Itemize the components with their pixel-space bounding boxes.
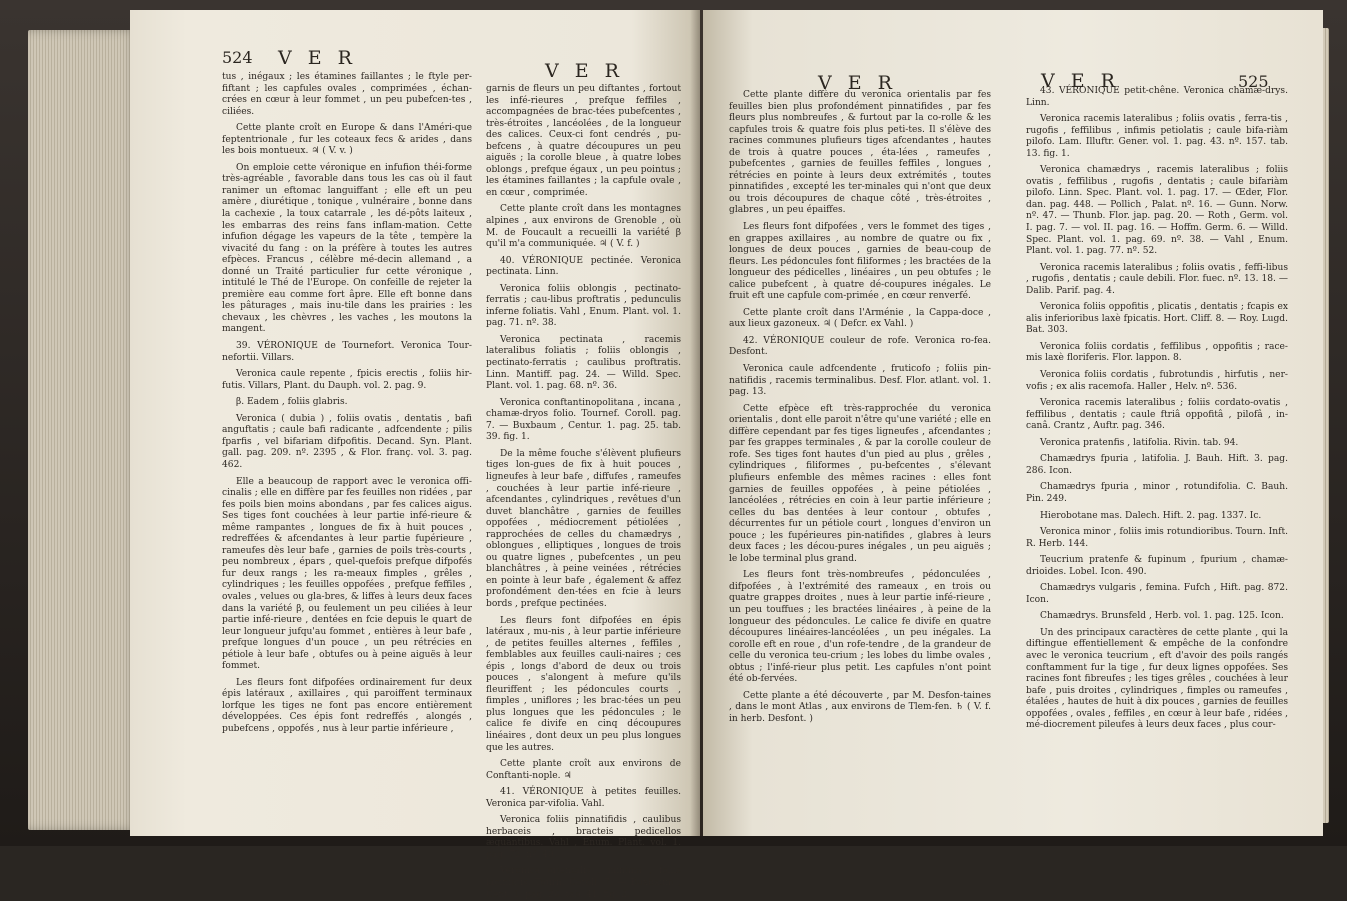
paragraph: Les fleurs font difpofées en épis latéraux , mu-nis , à leur partie inférieure , de petites feuilles alternes , feffiles , femblables aux feuilles cauli-naires ; ces épis , longs d'abord de deux ou trois pouces , s'alongent à mefure qu'ils fleuriffent ; les pédoncules courts , fimples , uniflores ; les brac-tées un peu plus longues que les pédoncules ; le calice fe divife en cinq découpures linéaires , dont deux un peu plus longues que les autres. <box>486 615 681 753</box>
running-header-right-col1: V E R <box>818 72 897 94</box>
paragraph: 43. VÉRONIQUE petit-chêne. Veronica chamæ-drys. Linn. <box>1026 86 1288 108</box>
running-header-left-col2: V E R <box>545 60 624 82</box>
right-page-column-1 <box>729 90 991 725</box>
paragraph: Teucrium pratenfe & fupinum , fpurium , chamæ-drioides. Lobel. Icon. 490. <box>1026 555 1288 577</box>
paragraph: Hierobotane mas. Dalech. Hift. 2. pag. 1337. Ic. <box>1040 510 1262 521</box>
paragraph: Veronica foliis cordatis , fubrotundis , hirfutis , ner-vofis ; ex alis racemofa. Haller , Helv. nº. 536. <box>1026 370 1288 392</box>
page-number-left: 524 <box>222 48 253 67</box>
paragraph: De la même fouche s'élèvent plufieurs tiges lon-gues de fix à huit pouces , ligneufes à leur bafe , diffufes , rameufes , couchées à leur partie infé-rieure , afcendantes , cylindriques , revêtues d'un duvet blanchâtre , garnies de feuilles oppofées , médiocrement pétiolées , rapprochées de celles du chamædrys , oblongues , elliptiques , longues de trois ou quatre lignes , pubefcentes , un peu blanchâtres , à peine veinées , rétrécies en pointe à leur bafe , également & affez profondément den-tées en fcie à leurs bords , prefque pectinées. <box>486 448 681 609</box>
right-page <box>703 10 1323 836</box>
left-page <box>130 10 700 900</box>
paragraph: Veronica caule repente , fpicis erectis , foliis hir-futis. Villars, Plant. du Dauph. vol. 2. pag. 9. <box>222 369 472 391</box>
paragraph: Veronica foliis oblongis , pectinato-ferratis ; cau-libus proftratis , pedunculis inferne foliatis. Vahl , Enum. Plant. vol. 1. pag. 71. nº. 38. <box>486 283 681 329</box>
paragraph: On emploie cette véronique en infufion théi-forme très-agréable , favorable dans tous les cas où il faut ranimer un eftomac languiffant ; elle eft un peu amère , diurétique , tonique , vulnéraire , bonne dans la cachexie , la toux catarrale , les dé-pôts laiteux , les embarras des reins fans inflam-mation. Cette infufion dégage les vapeurs de la tête , tempère la vivacité du fang : on la préfère à toutes les autres efpèces. Francus , célèbre mé-decin allemand , a donné un Traité particulier fur cette véronique , intitulé le Thé de l'Europe. On confeille de rejeter la première eau comme fort âpre. Elle eft bonne dans les pâturages , mais inu-tile dans les prairies : les chevaux , les chèvres , les vaches , les moutons la mangent. <box>222 162 472 335</box>
paragraph: 42. VÉRONIQUE couleur de rofe. Veronica ro-fea. Desfont. <box>729 335 991 358</box>
paragraph: Les fleurs font très-nombreufes , pédonculées , difpofées , à l'extrémité des rameaux , en trois ou quatre grappes droites , nues à leur partie infé-rieure , un peu touffues ; les bractées linéaires , à peine de la longueur des pédoncules. Le calice fe divife en quatre découpures linéaires-lancéolées , un peu inégales. La corolle eft en roue , d'un rofe-tendre , de la grandeur de celle du veronica teu-crium ; les lobes du limbe ovales , obtus ; l'infé-rieur plus petit. Les capfules n'ont point été ob-fervées. <box>729 570 991 685</box>
paragraph: Veronica chamædrys , racemis lateralibus ; foliis ovatis , feffilibus , rugofis , dentatis ; caule bifariàm pilofo. Linn. Spec. Plant. vol. 1. pag. 17. — Œder, Flor. dan. pag. 448. — Pollich , Palat. nº. 16. — Gunn. Norw. nº. 47. — Thunb. Flor. jap. pag. 20. — Roth , Germ. vol. I. pag. 7. — vol. II. pag. 16. — Hoffm. Germ. 6. — Willd. Spec. Plant. vol. 1. pag. 69. nº. 38. — Vahl , Enum. Plant. vol. 1. pag. 77. nº. 52. <box>1026 165 1288 257</box>
paragraph: Cette plante croît en Europe & dans l'Améri-que feptentrionale , fur les coteaux fecs & arides , dans les bois montueux. ♃ ( V. v. ) <box>222 123 472 157</box>
paragraph: Veronica ( dubia ) , foliis ovatis , dentatis , bafi anguftatis ; caule bafi radicante , adfcendente ; pilis fparfis , vel bifariam difpofitis. Decand. Syn. Plant. gall. pag. 209. nº. 2395 , & Flor. franç. vol. 3. pag. 462. <box>222 413 472 470</box>
running-header-left: V E R <box>278 47 357 69</box>
paragraph: Cette plante croît dans les montagnes alpines , aux environs de Grenoble , où M. de Foucault a recueilli la variété β qu'il m'a communiquée. ♃ ( V. f. ) <box>486 204 681 250</box>
paragraph: Un des principaux caractères de cette plante , qui la diftingue effentiellement & empêche de la confondre avec le veronica teucrium , eft d'avoir des poils rangés conftamment fur la tige , fur deux lignes oppofées. Ses racines font fibreufes ; les tiges grêles , couchées à leur bafe , puis droites , cylindriques , fimples ou rameufes , étalées , hautes de huit à dix pouces , garnies de feuilles oppofées , ovales , feffiles , en cœur à leur bafe , ridées , mé-diocrement pileufes à leurs deux faces , plus cour- <box>1026 627 1288 731</box>
paragraph: Cette plante croît dans l'Arménie , la Cappa-doce , aux lieux gazoneux. ♃ ( Defcr. ex Vahl. ) <box>729 307 991 330</box>
left-page-column-2 <box>486 84 681 901</box>
paragraph: Chamædrys. Brunsfeld , Herb. vol. 1. pag. 125. Icon. <box>1040 611 1284 622</box>
paragraph: 39. VÉRONIQUE de Tournefort. Veronica Tour-nefortii. Villars. <box>222 341 472 363</box>
paragraph: Chamædrys fpuria , latifolia. J. Bauh. Hift. 3. pag. 286. Icon. <box>1026 454 1288 476</box>
paragraph: Veronica foliis cordatis , feffilibus , oppofitis ; race-mis laxè floriferis. Flor. lappon. 8. <box>1026 341 1288 364</box>
paragraph: 40. VÉRONIQUE pectinée. Veronica pectinata. Linn. <box>486 255 681 278</box>
page-edges-left <box>28 30 138 830</box>
paragraph: Cette plante diffère du veronica orientalis par fes feuilles bien plus profondément pinnatifides , par fes fleurs plus nombreufes , & furtout par la co-rolle & les capfules trois & quatre fois plus peti-tes. Il s'élève des racines communes plufieurs tiges afcendantes , hautes de trois à quatre pouces , éta-lées , rameufes , pubefcentes , garnies de feuilles feffiles , longues , rétrécies en pointe à leurs deux extrémités , toutes pinnatifides , excepté les ter-minales qui n'ont que deux ou trois découpures de chaque côté , très-étroites , glabres , un peu épaiffes. <box>729 90 991 216</box>
paragraph: Cette efpèce eft très-rapprochée du veronica orientalis , dont elle paroit n'être qu'une variété ; elle en diffère cependant par fes tiges ligneufes , afcendantes ; par fes grappes terminales , & par la corolle couleur de rofe. Ses tiges font hautes d'un pied au plus , grêles , cylindriques , filiformes , pu-befcentes , s'élevant plufieurs enfemble des mêmes racines : elles font garnies de feuilles oppofées , à peine pétiolées , lancéolées , rétrécies en coin à leur partie inférieure ; celles du bas dentées à leur contour , obtufes , décurrentes fur un pétiole court , longues d'environ un pouce ; les fupérieures pin-natifides , glabres à leurs deux faces ; les décou-pures inégales , un peu aiguës ; le lobe terminal plus grand. <box>729 403 991 564</box>
paragraph: Chamædrys fpuria , minor , rotundifolia. C. Bauh. Pin. 249. <box>1026 482 1288 504</box>
paragraph: Veronica pectinata , racemis lateralibus foliatis ; foliis oblongis , pectinato-ferratis ; caulibus proftratis. Linn. Mantiff. pag. 24. — Willd. Spec. Plant. vol. 1. pag. 68. nº. 36. <box>486 334 681 392</box>
paragraph: Veronica racemis lateralibus ; foliis ovatis , ferra-tis , rugofis , feffilibus , infimis petiolatis ; caule bifa-riàm pilofo. Lam. Illuftr. Gener. vol. 1. pag. 43. nº. 157. tab. 13. fig. 1. <box>1026 114 1288 159</box>
paragraph: Elle a beaucoup de rapport avec le veronica offi-cinalis ; elle en diffère par fes feuilles non ridées , par fes poils bien moins abondans , par fes calices aigus. Ses tiges font couchées à leur partie infé-rieure & même rampantes , longues de fix à huit pouces , redreffées & afcendantes à leur partie fupérieure , rameufes dès leur bafe , garnies de poils très-courts , peu nombreux , épars , quel-quefois prefque difpofés fur deux rangs ; les ra-meaux fimples , grêles , cylindriques ; les feuilles oppofées , prefque feffiles , ovales , velues ou gla-bres, & liffes à leurs deux faces dans la variété β, ou feulement un peu ciliées à leur partie infé-rieure , dentées en fcie depuis le quart de leur longueur jufqu'au fommet , entières à leur bafe , prefque longues d'un pouce , un peu rétrécies en pétiole à leur bafe , obtufes ou à peine aiguës à leur fommet. <box>222 476 472 672</box>
right-page-column-2 <box>1026 86 1288 732</box>
paragraph: Les fleurs font difpofées ordinairement fur deux épis latéraux , axillaires , qui paroiffent terminaux lorfque les tiges ne font pas encore entièrement développées. Ces épis font redreffés , alongés , pubefcens , oppofés , nus à leur partie inférieure , <box>222 677 472 734</box>
left-page-column-1 <box>222 72 472 736</box>
running-header-right: V E R <box>1041 70 1120 92</box>
paragraph: 41. VÉRONIQUE à petites feuilles. Veronica par-vifolia. Vahl. <box>486 787 681 809</box>
page-number-right: 525 <box>1238 72 1269 91</box>
paragraph: Chamædrys vulgaris , femina. Fufch , Hift. pag. 872. Icon. <box>1026 583 1288 605</box>
paragraph: Veronica caule adfcendente , fruticofo ; foliis pin-natifidis , racemis terminalibus. Desf. Flor. atlant. vol. 1. pag. 13. <box>729 364 991 398</box>
paragraph: Cette plante croît aux environs de Conftanti-nople. ♃ <box>486 759 681 781</box>
paragraph: Veronica orientalis , minima , foliis laciniatis. Tourn. Coroll. 7. — Buxbaum , Cent. 1. pag. 26. tab. 41. fig. 2. <box>486 866 681 900</box>
paragraph: tus , inégaux ; les étamines faillantes ; le ftyle per-fiftant ; les capfules ovales , comprimées , échan-crées en cœur à leur fommet , un peu pubefcen-tes , ciliées. <box>222 72 472 117</box>
paragraph: Cette plante a été découverte , par M. Desfon-taines , dans le mont Atlas , aux environs de Tlem-fen. ♄ ( V. f. in herb. Desfont. ) <box>729 690 991 724</box>
paragraph: Veronica minor , foliis imis rotundioribus. Tourn. Inft. R. Herb. 144. <box>1026 527 1288 549</box>
paragraph: garnis de fleurs un peu diftantes , fortout les infé-rieures , prefque feffiles , accompagnées de brac-tées pubefcentes , très-étroites , lancéolées , de la longueur des calices. Ceux-ci font cendrés , pu-befcens , à quatre découpures un peu aiguës ; la corolle bleue , à quatre lobes oblongs , prefque égaux , un peu pointus ; les étamines faillantes ; la capfule ovale , en cœur , comprimée. <box>486 84 681 198</box>
paragraph: Veronica foliis oppofitis , plicatis , dentatis ; fcapis ex alis inferioribus laxè fpicatis. Hort. Cliff. 8. — Roy. Lugd. Bat. 303. <box>1026 302 1288 336</box>
paragraph: Veronica racemis lateralibus ; foliis cordato-ovatis , feffilibus , dentatis ; caule ftriâ oppofitâ , pilofâ , in-canâ. Crantz , Auftr. pag. 346. <box>1026 398 1288 432</box>
paragraph: β. Eadem , foliis glabris. <box>236 397 348 408</box>
paragraph: Veronica conftantinopolitana , incana , chamæ-dryos folio. Tournef. Coroll. pag. 7. — Buxbaum , Centur. 1. pag. 25. tab. 39. fig. 1. <box>486 397 681 443</box>
paragraph: Veronica foliis pinnatifidis , caulibus herbaceis , bracteis pedicellos æquantibus. Vahl , Enum. Plant. vol. 1. pag. 72. nº. 40. <box>486 815 681 860</box>
paragraph: Les fleurs font difpofées , vers le fommet des tiges , en grappes axillaires , au nombre de quatre ou fix , longues de deux pouces , garnies de beau-coup de fleurs. Les pédoncules font filiformes ; les bractées de la longueur des pédicelles , linéaires , un peu obtufes ; le calice pubefcent , à quatre dé-coupures inégales. Le fruit eft une capfule com-primée , en cœur renverfé. <box>729 222 991 302</box>
paragraph: Veronica racemis lateralibus ; foliis ovatis , feffi-libus , rugofis , dentatis ; caule debili. Flor. fuec. nº. 13. 18. — Dalib. Parif. pag. 4. <box>1026 262 1288 296</box>
paragraph: Veronica pratenfis , latifolia. Rivin. tab. 94. <box>1040 437 1239 448</box>
